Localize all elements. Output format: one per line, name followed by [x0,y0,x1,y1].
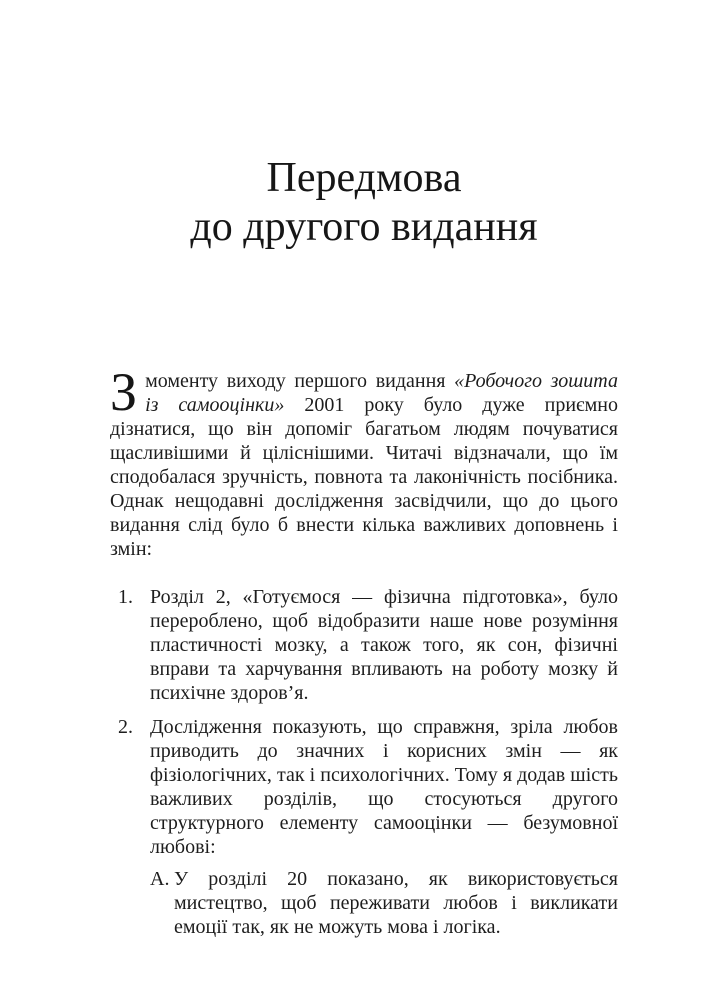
chapter-title-line-1: Передмова [266,155,462,201]
item-1-text: Розділ 2, «Готуємося — фізична підготовка», було перероблено, щоб відобразити наше нове розуміння пластичності мозку, а також того, як сон, фізичні вправи та харчування впливають на роботу мозку й психічне здоров’я. [150,586,618,704]
numbered-item-1 [110,585,618,705]
numbered-item-2 [110,715,618,859]
book-title-italic: «Робочого зошита із самооцінки» [145,370,618,416]
item-2-marker: 2. [118,716,133,738]
lettered-item-a [110,867,618,939]
item-1-marker: 1. [118,586,133,608]
numbered-list [110,585,618,939]
lead-text-after-quote: 2001 року було дуже приємно дізнатися, що він допоміг багатьом людям почуватися щасливішими й ціліснішими. Читачі відзначали, що їм сподобалася зручність, повнота та лаконічність посібника. Однак нещодавні дослідження засвідчили, що до цього видання слід було б внести кілька важливих доповнень і змін: [110,394,618,560]
chapter-title [0,0,728,252]
item-a-marker: А. [150,868,170,890]
lead-text-before-quote: моменту виходу першого видання [145,370,455,392]
drop-cap: З [110,362,138,422]
lead-paragraph [110,362,618,561]
chapter-title-line-2: до другого видання [190,204,538,250]
page-content [110,362,618,939]
item-2-text: Дослідження показують, що справжня, зріла любов приводить до значних і корисних змін — як фізіологічних, так і психологічних. Тому я додав шість важливих розділів, що стосуються другого структурного елементу самооцінки — безумовної любові: [150,716,618,858]
item-a-text: У розділі 20 показано, як використовується мистецтво, щоб переживати любов і викликати емоції так, як не можуть мова і логіка. [174,868,618,938]
